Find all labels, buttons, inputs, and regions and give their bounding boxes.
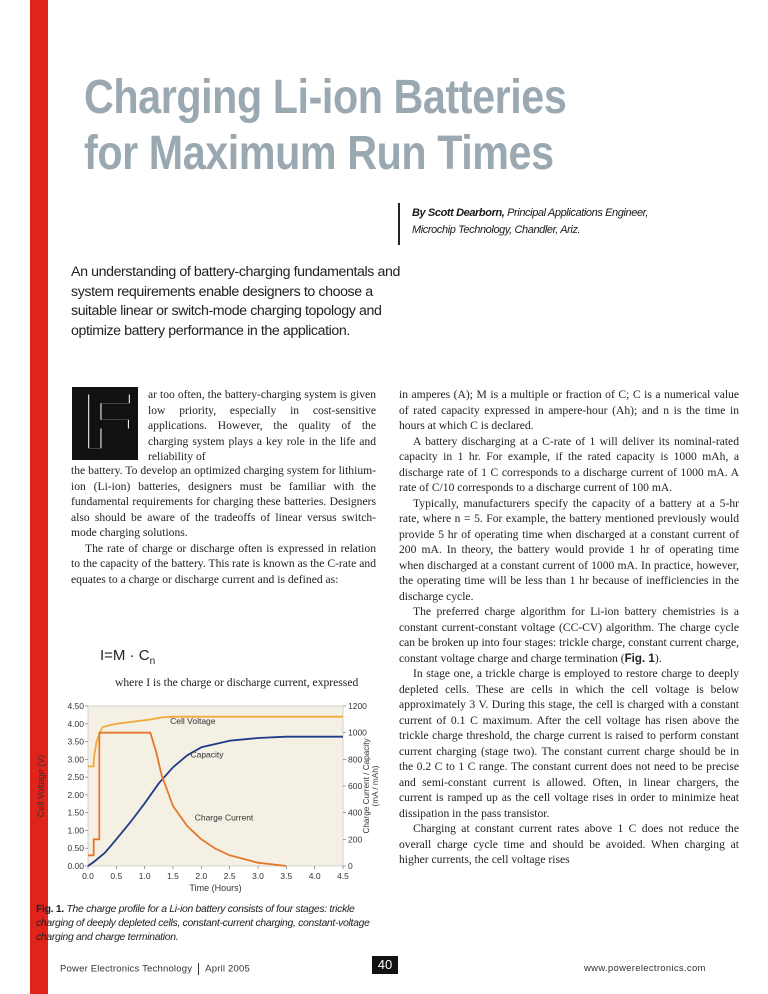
y-right-tick-label: 400 — [348, 807, 363, 818]
col2-paragraph-4 — [399, 604, 739, 666]
column-1-top — [148, 387, 376, 465]
col1-paragraph-3: where I is the charge or discharge current, expressed — [115, 676, 359, 689]
caption-text: The charge profile for a Li-ion battery consists of four stages: trickle charging of deeply depleted cells, constant-current charging, constant-voltage charging and charge termination. — [36, 904, 370, 943]
drop-cap-letter: F — [84, 377, 132, 465]
page-number: 40 — [372, 956, 398, 974]
x-tick-label: 3.5 — [280, 871, 293, 881]
figure-caption — [36, 903, 381, 945]
y-right-tick-label: 600 — [348, 781, 363, 791]
byline-role: Principal Applications Engineer, — [504, 207, 648, 219]
x-tick-label: 4.0 — [308, 871, 321, 881]
col2-paragraph-3: Typically, manufacturers specify the capacity of a battery at a 5-hr rate, where n = 5. For example, the battery mentioned previously would provide 5 hr of operating time when discharged at a constant current of 200 mA. In theory, the battery would provide 1 hr of operating time when discharged at a constant current of 1000 mA. In practice, however, the operating time will be less than 1 hr because of inefficiencies in the discharge cycle. — [399, 496, 739, 603]
x-axis-label: Time (Hours) — [189, 883, 242, 893]
footer-url: www.powerelectronics.com — [584, 963, 706, 974]
article-title — [84, 70, 643, 182]
figure-reference: Fig. 1 — [624, 651, 655, 665]
col2-paragraph-5: In stage one, a trickle charge is employed to restore charge to deeply depleted cells. These are cells in which the cell voltage is below approximately 3 V. During this stage, the cell is charged with a constant current of 0.1 C maximum. After the cell voltage has risen above the trickle charge threshold, the charge current is raised to perform constant current charging (stage two). The constant current charge should be in the 0.2 C to 1 C range. The constant current does not need to be precise and semi-constant current is allowed. Often, in linear chargers, the current is ramped up as the cell voltage rises in order to minimize heat dissipation in the pass transistor. — [399, 667, 739, 820]
drop-cap — [72, 377, 138, 465]
y-left-tick-label: 4.00 — [67, 718, 84, 729]
x-tick-label: 1.5 — [167, 871, 179, 881]
footer-journal-name: Power Electronics Technology — [60, 963, 193, 975]
col1-paragraph-1b: the battery. To develop an optimized charging system for lithium-ion (Li-ion) batteries, designers must be familiar with the fundamental requirements for charging these batteries. Designers also should be aware of the tradeoffs of linear versus switch-mode charging solutions. — [71, 464, 376, 539]
footer-date: April 2005 — [205, 963, 250, 975]
column-1-body — [71, 463, 376, 587]
y-right-tick-label: 1000 — [348, 727, 367, 738]
title-line-2: for Maximum Run Times — [84, 127, 554, 180]
y-right-tick-label: 1200 — [348, 701, 367, 711]
series-annotation: Charge Current — [194, 812, 254, 823]
chart-svg — [30, 694, 385, 896]
y-left-tick-label: 3.00 — [67, 754, 84, 765]
y-right-axis-label: Charge Current / Capacity(mA / mAh) — [362, 738, 380, 834]
byline-author: By Scott Dearborn, — [412, 207, 505, 219]
y-left-tick-label: 4.50 — [67, 701, 84, 711]
col1-paragraph-1a: ar too often, the battery-charging system is given low priority, especially in cost-sensitive applications. However, the quality of the charging system plays a key role in the life and reliability of — [148, 388, 376, 463]
x-tick-label: 1.0 — [138, 871, 151, 881]
x-tick-label: 3.0 — [252, 871, 264, 881]
x-tick-label: 2.5 — [223, 871, 236, 881]
series-annotation: Capacity — [190, 749, 224, 760]
byline — [412, 205, 742, 239]
y-left-tick-label: 2.50 — [67, 772, 84, 783]
series-annotation: Cell Voltage — [170, 715, 216, 726]
byline-rule — [398, 203, 400, 245]
footer-journal — [60, 963, 250, 975]
y-left-tick-label: 1.50 — [67, 807, 84, 818]
charge-profile-chart — [30, 694, 385, 896]
col2-paragraph-4b: ). — [654, 651, 662, 665]
title-line-1: Charging Li-ion Batteries — [84, 71, 567, 124]
col2-paragraph-1: in amperes (A); M is a multiple or fraction of C; C is a numerical value of rated capacity expressed in ampere-hour (Ah); and n is the time in hours at which C is declared. — [399, 388, 739, 432]
y-right-tick-label: 800 — [348, 754, 363, 765]
col2-paragraph-2: A battery discharging at a C-rate of 1 will deliver its nominal-rated capacity in 1 hr. For example, if the rated capacity is 1000 mAh, a discharge rate of 1 C corresponds to a discharge current of 1000 mA. A rate of C/10 corresponds to a discharge current of 100 mA. — [399, 434, 739, 494]
formula-subscript: n — [149, 656, 156, 667]
x-tick-label: 0.0 — [82, 871, 94, 881]
formula-main: I=M · C — [100, 647, 150, 664]
col1-paragraph-2: The rate of charge or discharge often is expressed in relation to the capacity of the battery. This rate is known as the C-rate and equates to a charge or discharge current and is defined as: — [71, 541, 376, 586]
y-right-tick-label: 0 — [348, 861, 353, 871]
footer-separator — [198, 963, 199, 975]
caption-label: Fig. 1. — [36, 904, 64, 915]
x-tick-label: 0.5 — [110, 871, 123, 881]
chart-plot-area — [88, 706, 343, 866]
y-left-tick-label: 0.00 — [67, 861, 84, 871]
y-left-tick-label: 0.50 — [67, 843, 84, 854]
y-left-tick-label: 2.00 — [67, 789, 84, 800]
y-left-tick-label: 3.50 — [67, 736, 84, 747]
y-left-tick-label: 1.00 — [67, 825, 84, 836]
y-right-tick-label: 200 — [348, 834, 363, 845]
x-tick-label: 4.5 — [337, 871, 349, 881]
col2-paragraph-4a: The preferred charge algorithm for Li-ion battery chemistries is a constant current-constant voltage (CC-CV) algorithm. The charge cycle can be broken up into four stages: trickle charge, constant current charge, constant voltage charge and charge termination ( — [399, 605, 739, 665]
x-tick-label: 2.0 — [195, 871, 208, 881]
y-left-axis-label: Cell Voltage (V) — [36, 754, 46, 818]
lede-paragraph: An understanding of battery-charging fundamentals and system requirements enable designers to choose a suitable linear or switch-mode charging topology and optimize battery performance in the application. — [71, 264, 400, 339]
column-2 — [399, 387, 739, 868]
byline-affiliation: Microchip Technology, Chandler, Ariz. — [412, 224, 581, 236]
c-rate-formula — [100, 647, 155, 667]
col2-paragraph-6: Charging at constant current rates above 1 C does not reduce the overall charge cycle time and should be avoided. When charging at higher currents, the cell voltage rises — [399, 822, 739, 866]
